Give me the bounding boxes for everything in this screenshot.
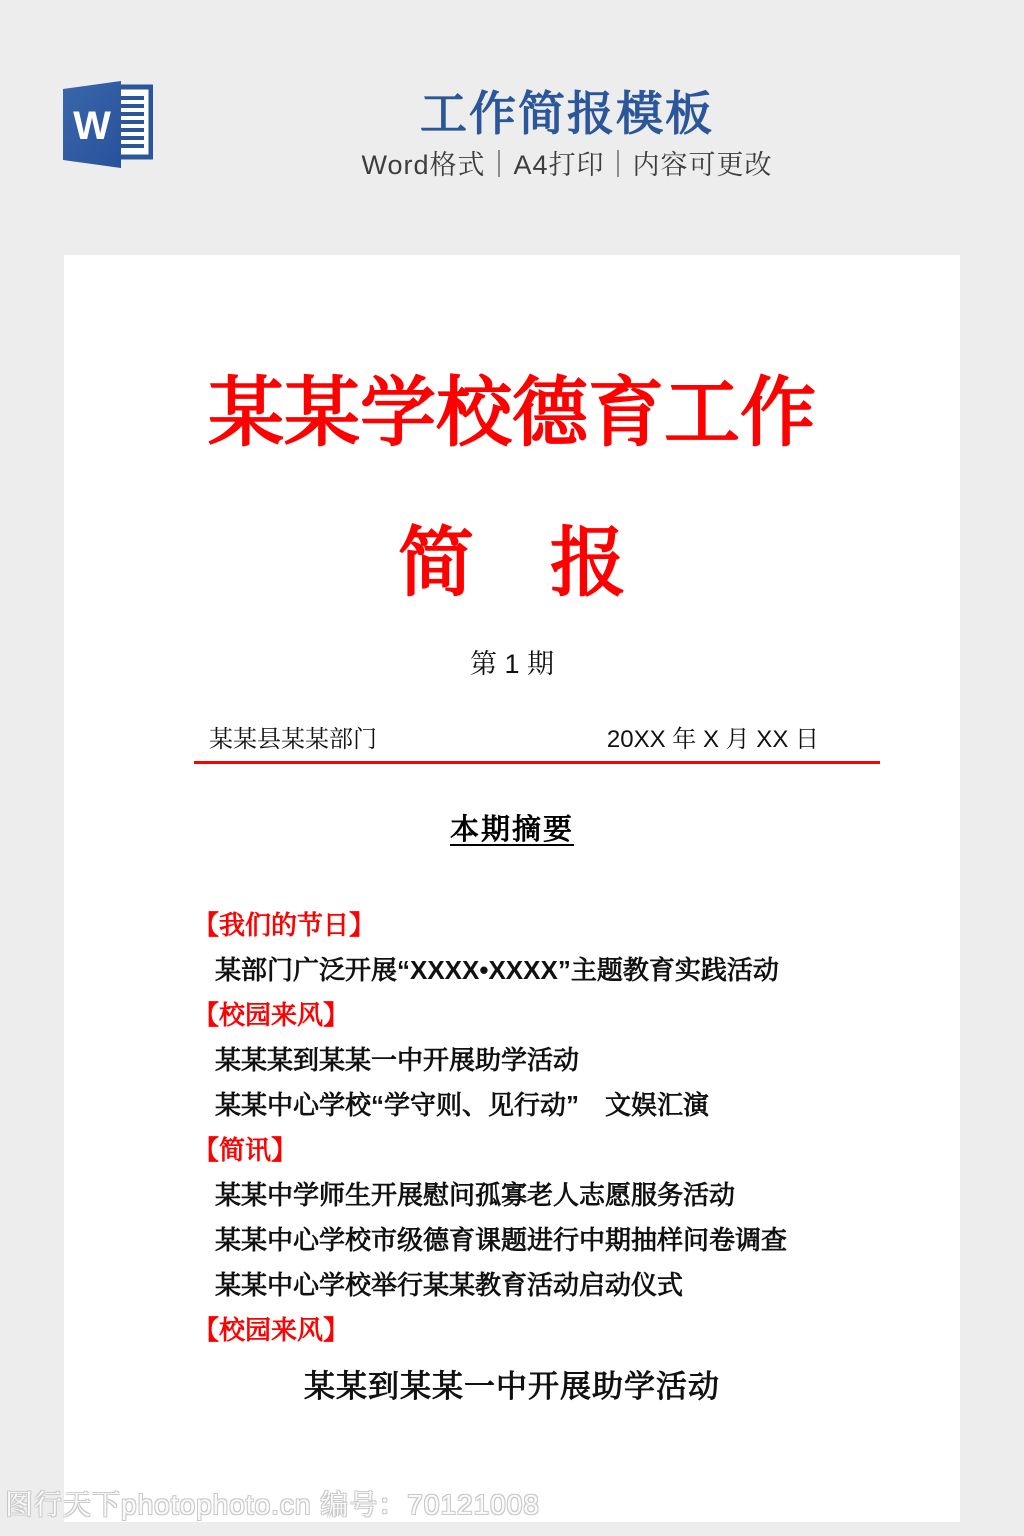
header-text: [110, 88, 1024, 181]
template-title: 工作简报模板: [420, 87, 714, 140]
summary-heading: 本期摘要: [449, 814, 574, 846]
org-name: 某某县某某部门: [209, 726, 377, 753]
summary-item: 某某中心学校“学守则、见行动” 文娱汇演: [215, 1090, 710, 1120]
watermark: 图行天下photophoto.cn 编号：70121008: [5, 1489, 540, 1520]
summary-section-heading: 【校园来风】: [193, 1315, 350, 1345]
doc-title-line1: 某某学校德育工作: [208, 371, 816, 456]
summary-section-heading: 【简讯】: [193, 1135, 298, 1165]
summary-item: 某部门广泛开展“XXXX•XXXX”主题教育实践活动: [215, 955, 779, 985]
summary-section-heading: 【我们的节日】: [193, 910, 376, 940]
red-divider: [194, 761, 880, 764]
doc-title-line2: 简 报: [398, 521, 626, 606]
summary-list: [193, 903, 940, 1353]
summary-item: 某某中学师生开展慰问孤寡老人志愿服务活动: [215, 1180, 736, 1210]
masthead-row: [209, 726, 819, 754]
issue-number: 第 1 期: [469, 649, 555, 679]
word-icon-letter: W: [73, 104, 111, 148]
issue-date: 20XX 年 X 月 XX 日: [606, 726, 819, 753]
summary-item: 某某中心学校举行某某教育活动启动仪式: [215, 1270, 684, 1300]
summary-section-heading: 【校园来风】: [193, 1000, 350, 1030]
summary-item: 某某中心学校市级德育课题进行中期抽样问卷调查: [215, 1225, 788, 1255]
document-page: [64, 255, 960, 1522]
template-subtitle: Word格式｜A4打印｜内容可更改: [361, 150, 773, 180]
summary-item: 某某某到某某一中开展助学活动: [215, 1045, 580, 1075]
doc-main-title: [64, 255, 960, 605]
article-title: 某某到某某一中开展助学活动: [304, 1369, 720, 1404]
